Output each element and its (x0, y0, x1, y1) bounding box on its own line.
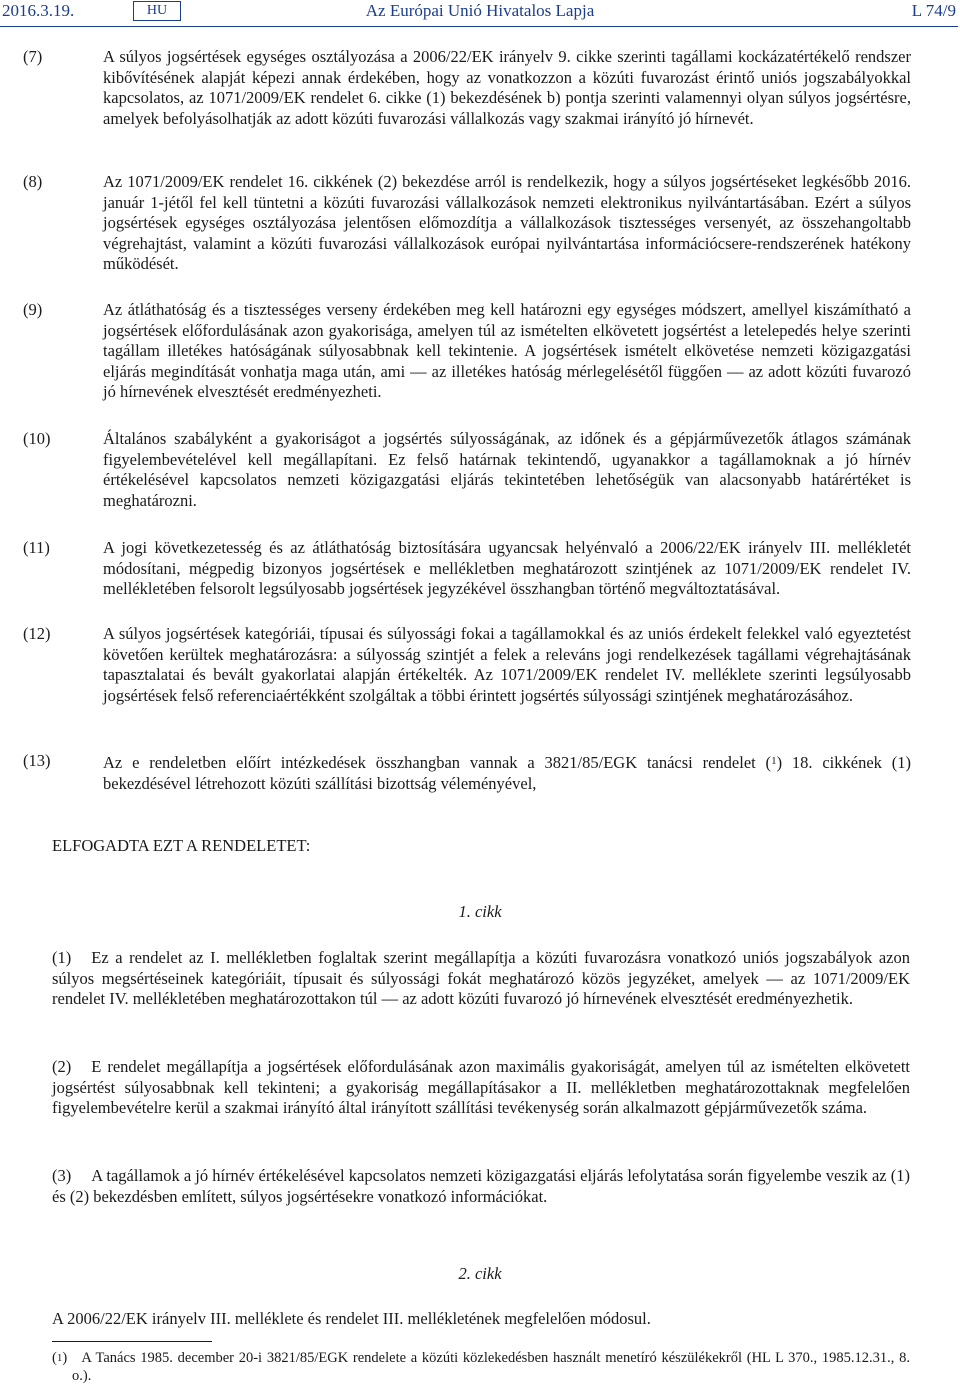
page-header (0, 0, 960, 26)
recital-text: A jogi következetesség és az átláthatóság biztosítására ugyancsak helyénvaló a 2006/22/EK irányelv III. mellékletét módosítani, mégpedig bizonyos jogsértések e mellékletben meghatározott szintjének az 1071/2009/EK rendelet IV. mellékletében felsorolt legsúlyosabb jogsértések jegyzékével összhangban történő megváltoztatásával. (103, 538, 911, 598)
article-2-title: 2. cikk (458, 1264, 502, 1283)
recital-text: A súlyos jogsértések egységes osztályozása a 2006/22/EK irányelv 9. cikke szerinti tagállami kockázatértékelő rendszer kibővítésének alapját képezi annak érdekében, hogy az vonatkozzon a közúti fuvarozást érintő uniós jogszabályokkal kapcsolatos, az 1071/2009/EK rendelet 6. cikke (1) bekezdésének b) pontja szerinti valamennyi olyan súlyos jogsértésre, amelyek befolyásolhatják az adott közúti fuvarozási vállalkozás vagy szakmai irányító jó hírnevét. (103, 47, 911, 128)
recital-text: Az átláthatóság és a tisztességes verseny érdekében meg kell határozni egy egységes módszert, amellyel kiszámítható a jogsértések előfordulásának azon gyakorisága, amelyen túl az ismételten elkövetett jogsértést a letelepedés helye szerinti tagállam illetékes hatóságának súlyosabbnak kell tekintenie. A jogsértések ismételt elkövetése nemzeti közigazgatási eljárás megindítását vonhatja maga után, ami — az illetékes hatóság mérlegelésétől függően — az adott közúti fuvarozó jó hírnevének elvesztését eredményezheti. (103, 300, 911, 401)
paragraph-text: E rendelet megállapítja a jogsértések előfordulásának azon maximális gyakoriságát, amelyen túl az ismételten elkövetett jogsértést súlyosabbnak kell tekinteni; a gyakoriság megállapításakor a II. mellékletben meghatározottaknak megfelelően figyelembevételre kerül a szakmai irányító által irányított szállítási tevékenység során alkalmazott gépjárművezetők száma. (52, 1057, 910, 1117)
recital-number: (12) (23, 624, 51, 643)
article-1-paragraph-2 (52, 1057, 910, 1119)
recital-number: (11) (23, 538, 50, 557)
paragraph-text: A tagállamok a jó hírnév értékelésével kapcsolatos nemzeti közigazgatási eljárás lefolytatása során figyelembe veszik az (1) és (2) bekezdésben említett, súlyos jogsértésekre vonatkozó információkat. (52, 1166, 910, 1206)
recital-text (103, 751, 911, 794)
footnote-reference[interactable]: 1 (771, 755, 777, 767)
language-badge: HU (133, 1, 181, 21)
recital-number: (9) (23, 300, 43, 319)
recital-number: (8) (23, 172, 43, 191)
recital-text: Az 1071/2009/EK rendelet 16. cikkének (2) bekezdése arról is rendelkezik, hogy a súlyos jogsértéseket legkésőbb 2016. január 1-jétől fel kell tüntetni a közúti fuvarozási vállalkozások nemzeti elektronikus nyilvántartásában. Ezért a súlyos jogsértések egységes osztályozása jelentősen előmozdítja a vállalkozások tisztességes versenyét, az összehangoltabb végrehajtást, valamint a közúti fuvarozási vállalkozások európai nyilvántartása információcsere-rendszerének hatékony működését. (103, 172, 911, 273)
paragraph-text: Ez a rendelet az I. mellékletben foglaltak szerint megállapítja a közúti fuvarozásra vonatkozó uniós jogszabályok azon súlyos megsértéseinek kategóriáit, típusait és súlyossági fokát meghatározó közös jegyzéket, amelyek — az 1071/2009/EK rendelet IV. mellékletében meghatározottakon túl — az adott közúti fuvarozó jó hírnevének elvesztését eredményezhetik. (52, 948, 910, 1008)
article-1-paragraph-1 (52, 948, 910, 1010)
publication-date: 2016.3.19. (2, 1, 75, 20)
recital-number: (10) (23, 429, 51, 448)
recital-text: A súlyos jogsértések kategóriái, típusai és súlyossági fokai a tagállamokkal és az uniós érdekelt felekkel való egyeztetést követően kerültek meghatározásra: a súlyosság szintjét a felek a releváns jogi rendelkezések tagállami végrehajtásának tapasztalatai és bevált gyakorlatai alapján értékelték. Az 1071/2009/EK rendelet IV. melléklete szerinti legsúlyosabb jogsértések felső referenciaértékként szolgáltak a többi érintett jogsértés súlyossági szintjének meghatározásához. (103, 624, 911, 705)
paragraph-number: (2) (52, 1057, 72, 1076)
recital-text-part: Az e rendeletben előírt intézkedések összhangban vannak a 3821/85/EGK tanácsi rendelet ( (103, 753, 772, 772)
article-1-paragraph-3 (52, 1166, 910, 1207)
enacting-formula: ELFOGADTA EZT A RENDELETET: (52, 836, 311, 855)
page-reference: L 74/9 (911, 1, 956, 20)
footnote: (1) A Tanács 1985. december 20-i 3821/85/EGK rendelete a közúti közlekedésben használt menetíró készülékekről (HL L 370., 1985.12.31., 8. o.). (52, 1350, 910, 1384)
journal-title: Az Európai Unió Hivatalos Lapja (365, 1, 595, 20)
footnote-rule (52, 1341, 212, 1342)
recital-text: Általános szabályként a gyakoriságot a jogsértés súlyosságának, az időnek és a gépjárművezetők átlagos számának figyelembevételével kell megállapítani. Ez felső határnak tekintendő, ugyanakkor a tagállamoknak a jó hírnév értékelésével kapcsolatos nemzeti közigazgatási eljárás tekintetében lehetőségük van alacsonyabb határértéket is meghatározni. (103, 429, 911, 510)
article-2-text: A 2006/22/EK irányelv III. melléklete és rendelet III. mellékletének megfelelően módosul. (52, 1309, 651, 1328)
recital-number: (13) (23, 751, 51, 770)
paragraph-number: (1) (52, 948, 72, 967)
footnote-text: A Tanács 1985. december 20-i 3821/85/EGK rendelete a közúti közlekedésben használt menetíró készülékekről (HL L 370., 1985.12.31., 8. o.). (72, 1350, 910, 1384)
header-rule (0, 26, 958, 27)
paragraph-number: (3) (52, 1166, 72, 1185)
article-1-title: 1. cikk (458, 902, 502, 921)
recital-number: (7) (23, 47, 43, 66)
footnote-mark: 1 (56, 1352, 63, 1364)
recital-text-part: ) 18. cikkének (1) bekezdésével létrehozott közúti szállítási bizottság véleményével, (103, 753, 911, 793)
